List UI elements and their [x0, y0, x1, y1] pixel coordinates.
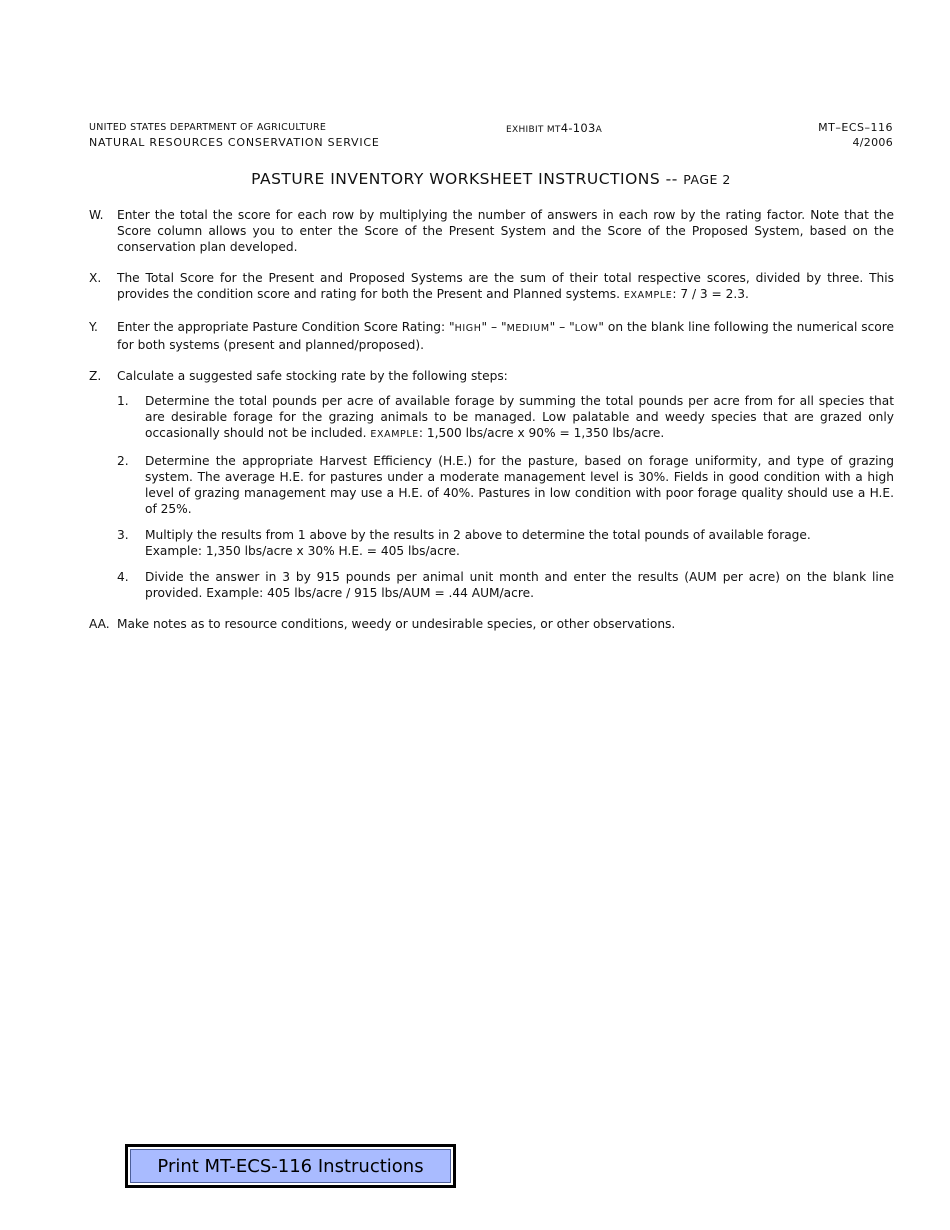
- instruction-aa: [89, 616, 894, 632]
- step-text: Divide the answer in 3 by 915 pounds per animal unit month and enter the results (AUM per acre) on the blank line provided. Example: 405 lbs/acre / 915 lbs/AUM = .44 AUM/acre.: [145, 570, 894, 600]
- step-3: [89, 527, 894, 559]
- item-text: Enter the appropriate Pasture Condition Score Rating: ": [117, 320, 455, 334]
- item-text: The Total Score for the Present and Proposed Systems are the sum of their total respective scores, divided by three. This provides the condition score and rating for both the Present and Planned systems.: [117, 271, 894, 301]
- instruction-x: [89, 270, 894, 304]
- page-title: [0, 170, 950, 188]
- print-button-face[interactable]: [130, 1149, 451, 1183]
- rating-low: LOW: [574, 323, 599, 334]
- agency-name-line2: NATURAL RESOURCES CONSERVATION SERVICE: [89, 136, 380, 149]
- example-text: : 7 / 3 = 2.3.: [672, 287, 749, 301]
- step-text: Determine the total pounds per acre of available forage by summing the total pounds per acre from for all species that are desirable forage for the grazing animals to be managed. Low palatable and weedy species that are grazed only occasionally should not be included.: [145, 394, 894, 440]
- exhibit-number: 4-103: [560, 121, 596, 135]
- form-date: 4/2006: [852, 136, 893, 149]
- step-text: Determine the appropriate Harvest Efficiency (H.E.) for the pasture, based on forage uniformity, and type of grazing system. The average H.E. for pastures under a moderate management level is 30%. Fields in good condition with a high level of grazing management may use a H.E. of 40%. Pastures in low condition with poor forage quality should use a H.E. of 25%.: [145, 454, 894, 516]
- item-label: W.: [89, 208, 104, 222]
- example-label: EXAMPLE: [370, 429, 419, 440]
- step-label: 3.: [117, 528, 129, 542]
- step-label: 2.: [117, 454, 129, 468]
- title-main: PASTURE INVENTORY WORKSHEET INSTRUCTIONS --: [251, 170, 678, 188]
- example-text: : 1,500 lbs/acre x 90% = 1,350 lbs/acre.: [418, 426, 665, 440]
- exhibit-label: [506, 121, 602, 135]
- exhibit-prefix: EXHIBIT MT: [506, 125, 561, 135]
- rating-separator: " – ": [549, 320, 575, 334]
- item-label: X.: [89, 271, 102, 285]
- step-label: 1.: [117, 394, 129, 408]
- rating-separator: " – ": [481, 320, 507, 334]
- step-label: 4.: [117, 570, 129, 584]
- print-button-label: Print MT-ECS-116 Instructions: [157, 1155, 424, 1177]
- step-1: [89, 393, 894, 443]
- rating-high: HIGH: [454, 323, 482, 334]
- item-text-after: " on the blank line following the numerical score for both systems (present and planned/proposed).: [117, 320, 894, 352]
- step-example: Example: 1,350 lbs/acre x 30% H.E. = 405 lbs/acre.: [145, 544, 460, 558]
- item-text: Calculate a suggested safe stocking rate by the following steps:: [117, 369, 508, 383]
- item-label: AA.: [89, 617, 110, 631]
- instruction-y: [89, 319, 894, 353]
- item-label: Y.: [89, 320, 98, 334]
- step-text: Multiply the results from 1 above by the results in 2 above to determine the total pounds of available forage.: [145, 528, 811, 542]
- item-label: Z.: [89, 369, 102, 383]
- rating-medium: MEDIUM: [506, 323, 550, 334]
- print-instructions-button[interactable]: [125, 1144, 456, 1188]
- step-4: [89, 569, 894, 601]
- exhibit-suffix: A: [595, 125, 603, 135]
- agency-name-line1: UNITED STATES DEPARTMENT OF AGRICULTURE: [89, 122, 327, 133]
- instruction-w: [89, 207, 894, 255]
- item-text: Enter the total the score for each row by multiplying the number of answers in each row by the rating factor. Note that the Score column allows you to enter the Score of the Present System and the Score of the Proposed System, based on the conservation plan developed.: [117, 208, 894, 254]
- instruction-z: [89, 368, 894, 384]
- item-text: Make notes as to resource conditions, weedy or undesirable species, or other observations.: [117, 617, 676, 631]
- example-label: EXAMPLE: [623, 290, 673, 301]
- step-2: [89, 453, 894, 517]
- form-number: MT–ECS–116: [818, 121, 893, 134]
- title-page: PAGE 2: [683, 172, 731, 187]
- instructions-body: [89, 207, 894, 647]
